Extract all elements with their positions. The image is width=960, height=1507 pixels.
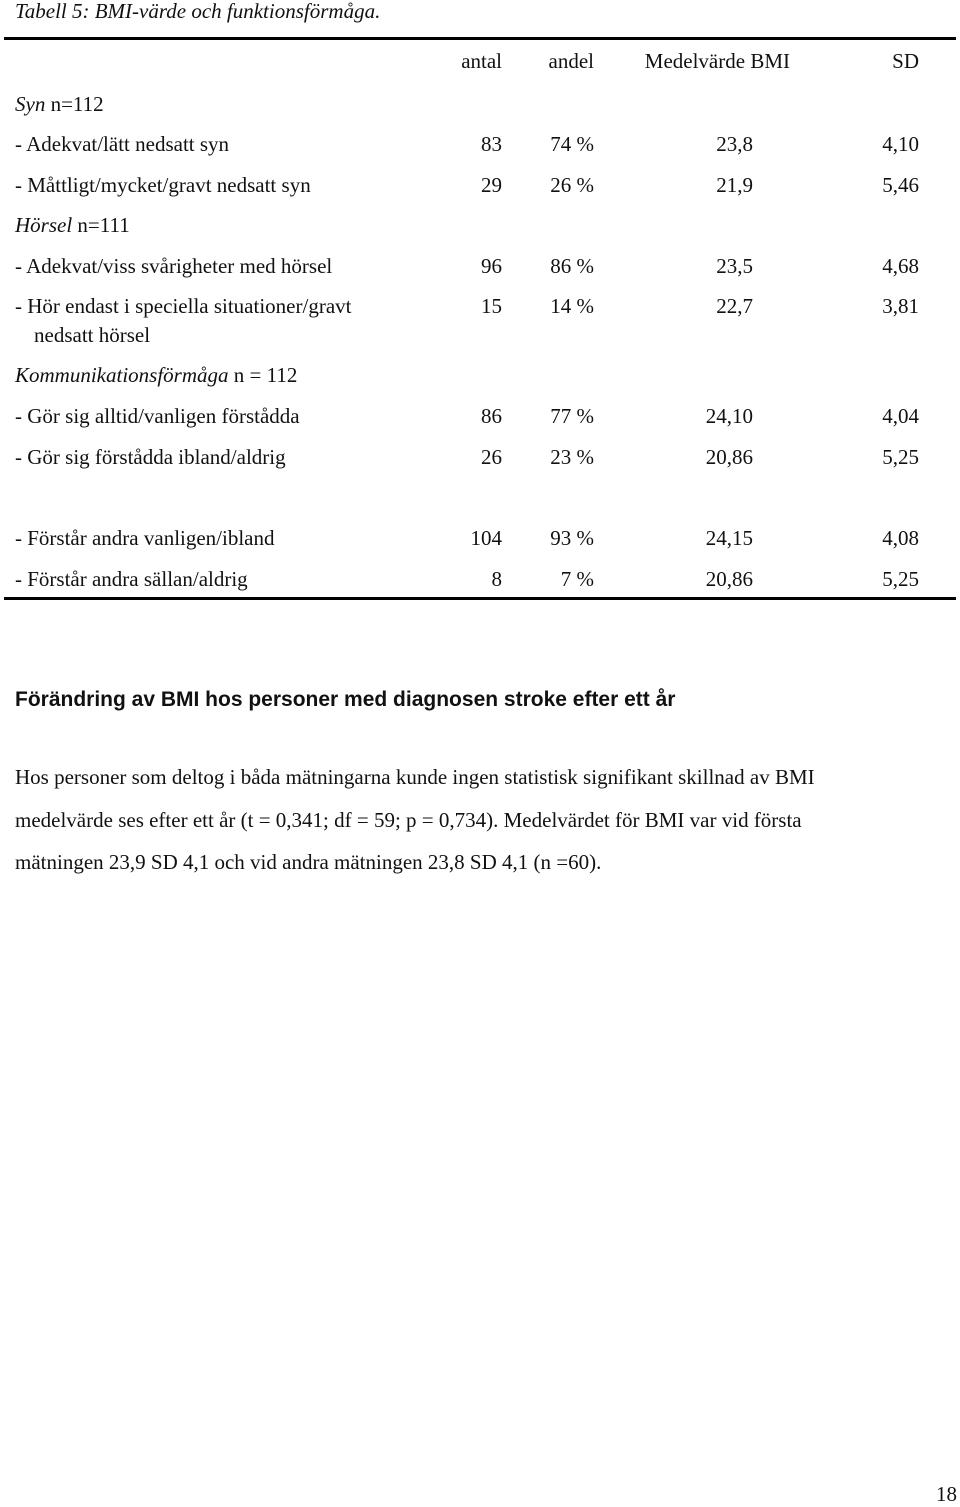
cell-antal: 104	[470, 526, 502, 550]
body-paragraph	[15, 756, 960, 884]
page-number: 18	[936, 1482, 957, 1506]
cell-andel: 74 %	[550, 132, 594, 156]
cell-sd: 5,46	[882, 173, 919, 197]
header-andel: andel	[548, 49, 594, 73]
paragraph-line: mätningen 23,9 SD 4,1 och vid andra mätningen 23,8 SD 4,1 (n =60).	[15, 850, 602, 874]
cell-bmi: 23,8	[716, 132, 753, 156]
cell-antal: 15	[481, 294, 502, 318]
cell-andel: 23 %	[550, 445, 594, 469]
row-label-continued: nedsatt hörsel	[34, 323, 151, 347]
row-label: - Adekvat/viss svårigheter med hörsel	[15, 254, 333, 278]
cell-andel: 77 %	[550, 404, 594, 428]
group-name: Kommunikationsförmåga	[15, 363, 229, 387]
group-name: Hörsel	[15, 213, 73, 237]
paragraph-line: medelvärde ses efter ett år (t = 0,341; df = 59; p = 0,734). Medelvärdet för BMI var vid första	[15, 807, 802, 832]
cell-andel: 86 %	[550, 254, 594, 278]
row-label: - Gör sig förstådda ibland/aldrig	[15, 445, 286, 469]
cell-bmi: 21,9	[716, 173, 753, 197]
cell-sd: 4,10	[882, 132, 919, 156]
row-label: - Hör endast i speciella situationer/gravt	[15, 294, 352, 318]
table-row	[0, 293, 960, 349]
cell-sd: 4,04	[882, 404, 919, 428]
cell-andel: 14 %	[550, 294, 594, 318]
row-label: - Förstår andra sällan/aldrig	[15, 567, 248, 591]
cell-bmi: 23,5	[716, 254, 753, 278]
cell-sd: 3,81	[882, 294, 919, 318]
cell-antal: 29	[481, 173, 502, 197]
header-antal: antal	[461, 49, 502, 73]
cell-bmi: 22,7	[716, 294, 753, 318]
cell-antal: 83	[481, 132, 502, 156]
row-label: - Gör sig alltid/vanligen förstådda	[15, 404, 300, 428]
group-n: n = 112	[228, 363, 298, 387]
cell-bmi: 24,15	[705, 526, 753, 550]
header-medelvarde-bmi: Medelvärde BMI	[644, 49, 790, 73]
cell-sd: 4,68	[882, 254, 919, 278]
cell-sd: 5,25	[882, 567, 919, 591]
cell-bmi: 24,10	[705, 404, 753, 428]
row-label: - Adekvat/lätt nedsatt syn	[15, 132, 230, 156]
header-sd: SD	[892, 49, 919, 73]
cell-andel: 26 %	[550, 173, 594, 197]
table-caption: Tabell 5: BMI-värde och funktionsförmåga.	[15, 0, 381, 23]
cell-bmi: 20,86	[705, 567, 753, 591]
cell-bmi: 20,86	[705, 445, 753, 469]
cell-sd: 4,08	[882, 526, 919, 550]
cell-antal: 8	[491, 567, 502, 591]
cell-antal: 86	[481, 404, 502, 428]
group-n: n=111	[72, 213, 130, 237]
row-label: - Måttligt/mycket/gravt nedsatt syn	[15, 173, 311, 197]
group-name: Syn	[15, 92, 46, 116]
cell-sd: 5,25	[882, 445, 919, 469]
paragraph-line: Hos personer som deltog i båda mätningarna kunde ingen statistisk signifikant skillnad av BMI	[15, 765, 815, 789]
group-n: n=112	[45, 92, 104, 116]
cell-andel: 93 %	[550, 526, 594, 550]
cell-andel: 7 %	[560, 567, 594, 591]
section-heading: Förändring av BMI hos personer med diagnosen stroke efter ett år	[15, 688, 676, 711]
cell-antal: 26	[481, 445, 502, 469]
table-bottom-rule	[4, 597, 956, 600]
table-top-rule	[4, 37, 956, 40]
cell-antal: 96	[481, 254, 502, 278]
row-label: - Förstår andra vanligen/ibland	[15, 526, 275, 550]
